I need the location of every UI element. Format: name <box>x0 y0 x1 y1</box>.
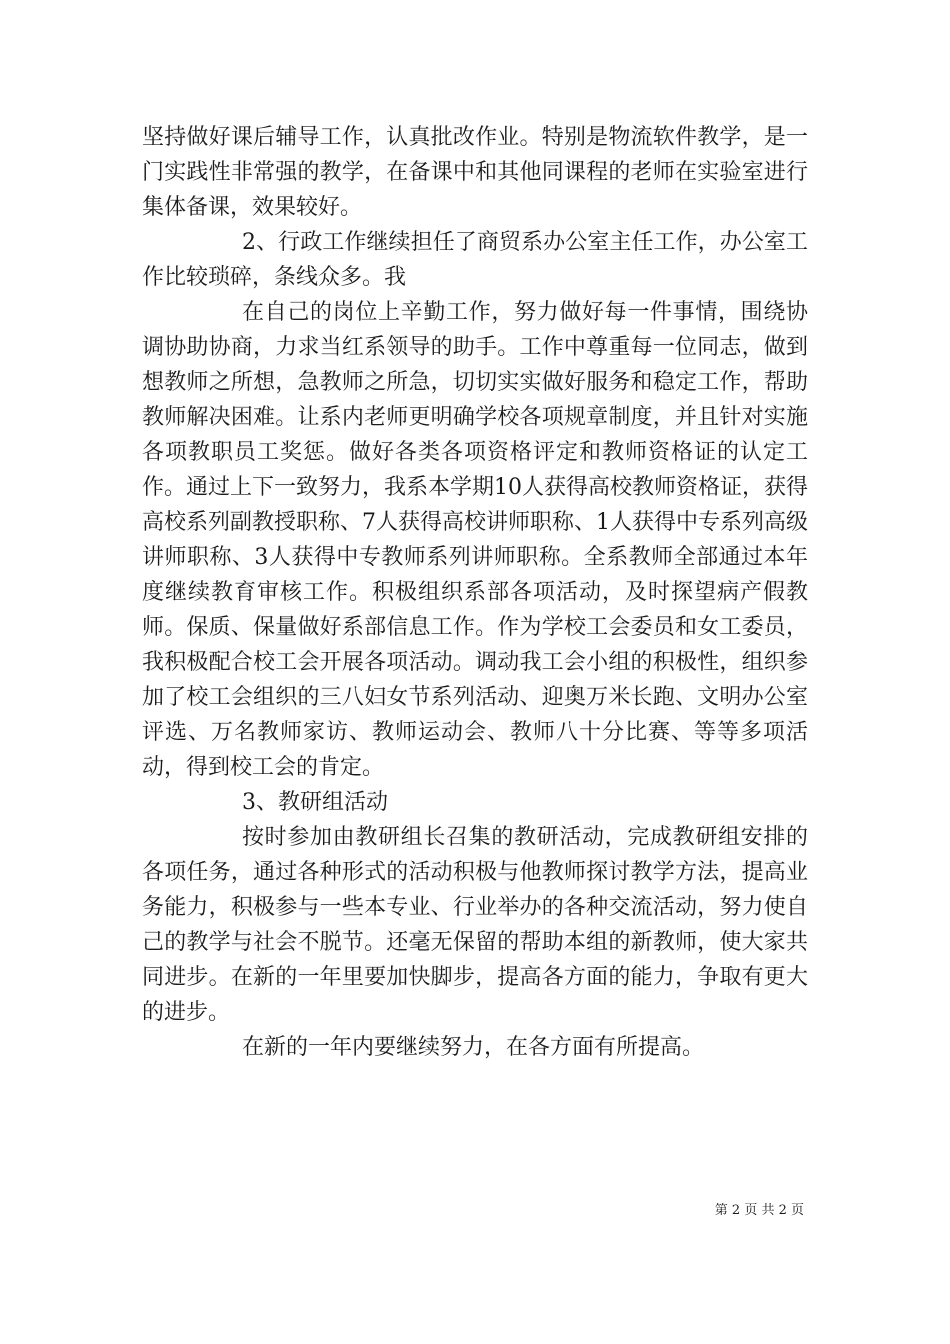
paragraph-2: 2、行政工作继续担任了商贸系办公室主任工作，办公室工作比较琐碎，条线众多。我 <box>142 230 808 290</box>
paragraph-1: 坚持做好课后辅导工作，认真批改作业。特别是物流软件教学，是一门实践性非常强的教学，在备课中和其他同课程的老师在实验室进行集体备课，效果较好。 <box>142 125 808 220</box>
document-body <box>142 120 808 1065</box>
paragraph-6: 在新的一年内要继续努力，在各方面有所提高。 <box>242 1035 705 1060</box>
page-number-footer: 第 2 页 共 2 页 <box>714 1203 804 1218</box>
paragraph-4: 3、教研组活动 <box>242 790 388 815</box>
paragraph-5: 按时参加由教研组长召集的教研活动，完成教研组安排的各项任务，通过各种形式的活动积极与他教师探讨教学方法，提高业务能力，积极参与一些本专业、行业举办的各种交流活动，努力使自己的教学与社会不脱节。还毫无保留的帮助本组的新教师，使大家共同进步。在新的一年里要加快脚步，提高各方面的能力，争取有更大的进步。 <box>142 825 808 1025</box>
paragraph-3: 在自己的岗位上辛勤工作，努力做好每一件事情，围绕协调协助协商，力求当红系领导的助手。工作中尊重每一位同志，做到想教师之所想，急教师之所急，切切实实做好服务和稳定工作，帮助教师解决困难。让系内老师更明确学校各项规章制度，并且针对实施各项教职员工奖惩。做好各类各项资格评定和教师资格证的认定工作。通过上下一致努力，我系本学期10人获得高校教师资格证，获得高校系列副教授职称、7人获得高校讲师职称、1人获得中专系列高级讲师职称、3人获得中专教师系列讲师职称。全系教师全部通过本年度继续教育审核工作。积极组织系部各项活动，及时探望病产假教师。保质、保量做好系部信息工作。作为学校工会委员和女工委员，我积极配合校工会开展各项活动。调动我工会小组的积极性，组织参加了校工会组织的三八妇女节系列活动、迎奥万米长跑、文明办公室评选、万名教师家访、教师运动会、教师八十分比赛、等等多项活动，得到校工会的肯定。 <box>142 300 808 780</box>
